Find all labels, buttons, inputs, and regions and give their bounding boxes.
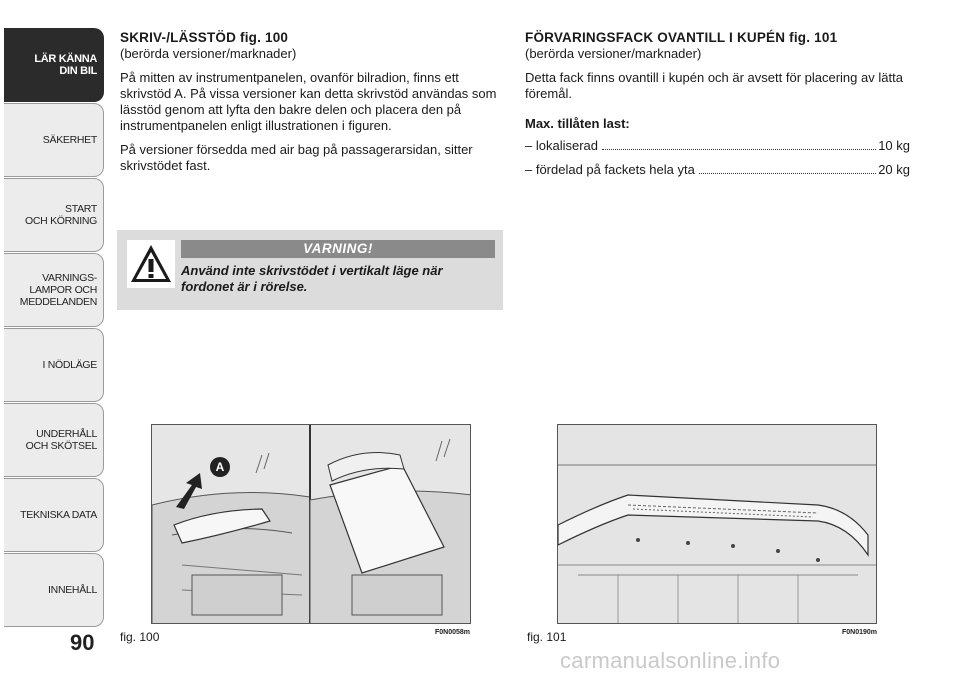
figure-100-caption: fig. 100 — [120, 630, 160, 644]
watermark: carmanualsonline.info — [560, 648, 781, 673]
load-value: 20 kg — [878, 162, 910, 177]
figure-101-caption: fig. 101 — [527, 630, 567, 644]
leader-dots — [602, 149, 876, 150]
leader-dots — [699, 173, 876, 174]
warning-box — [117, 230, 503, 310]
figure-marker-a: A — [210, 457, 230, 477]
load-row — [525, 138, 910, 154]
left-column — [120, 30, 500, 182]
paragraph: På mitten av instrumentpanelen, ovanför bilradion, finns ett skrivstöd A. På vissa versioner kan detta skrivstöd användas som lässtöd genom att lyfta den bakre delen och placera den på instrumentpanelen enligt illustrationen i figuren. — [120, 70, 497, 133]
load-row — [525, 162, 910, 178]
paragraph: På versioner försedda med air bag på passagerarsidan, sitter skrivstödet fast. — [120, 142, 473, 173]
section-heading-forvaringsfack: FÖRVARINGSFACK OVANTILL I KUPÉN fig. 101 — [525, 30, 838, 45]
warning-title: VARNING! — [181, 240, 495, 258]
warning-triangle-icon — [127, 240, 175, 288]
section-subheading: (berörda versioner/marknader) — [120, 46, 297, 61]
figure-101-illustration — [557, 424, 877, 624]
section-heading-skrivstod: SKRIV-/LÄSSTÖD fig. 100 — [120, 30, 289, 45]
tab-varningslampor[interactable]: VARNINGS- LAMPOR OCH MEDDELANDEN — [4, 253, 104, 327]
section-subheading: (berörda versioner/marknader) — [525, 46, 702, 61]
tab-start-och-korning[interactable]: START OCH KÖRNING — [4, 178, 104, 252]
tab-tekniska-data[interactable]: TEKNISKA DATA — [4, 478, 104, 552]
load-label: – lokaliserad — [525, 138, 598, 153]
paragraph: Detta fack finns ovantill i kupén och är avsett för placering av lätta föremål. — [525, 70, 903, 101]
tab-sakerhet[interactable]: SÄKERHET — [4, 103, 104, 177]
page-number: 90 — [70, 630, 95, 655]
max-load-title: Max. tillåten last: — [525, 116, 630, 131]
load-value: 10 kg — [878, 138, 910, 153]
right-column — [525, 30, 910, 186]
tab-underhall[interactable]: UNDERHÅLL OCH SKÖTSEL — [4, 403, 104, 477]
warning-text: Använd inte skrivstödet i vertikalt läge när fordonet är i rörelse. — [181, 263, 443, 294]
figure-100-illustration — [151, 424, 471, 624]
figure-100-code: F0N0058m — [435, 629, 471, 636]
tab-innehall[interactable]: INNEHÅLL — [4, 553, 104, 627]
figure-101-code: F0N0190m — [842, 629, 878, 636]
tab-lar-kanna-din-bil[interactable]: LÄR KÄNNA DIN BIL — [4, 28, 104, 102]
load-label: – fördelad på fackets hela yta — [525, 162, 695, 177]
tab-i-nodlage[interactable]: I NÖDLÄGE — [4, 328, 104, 402]
